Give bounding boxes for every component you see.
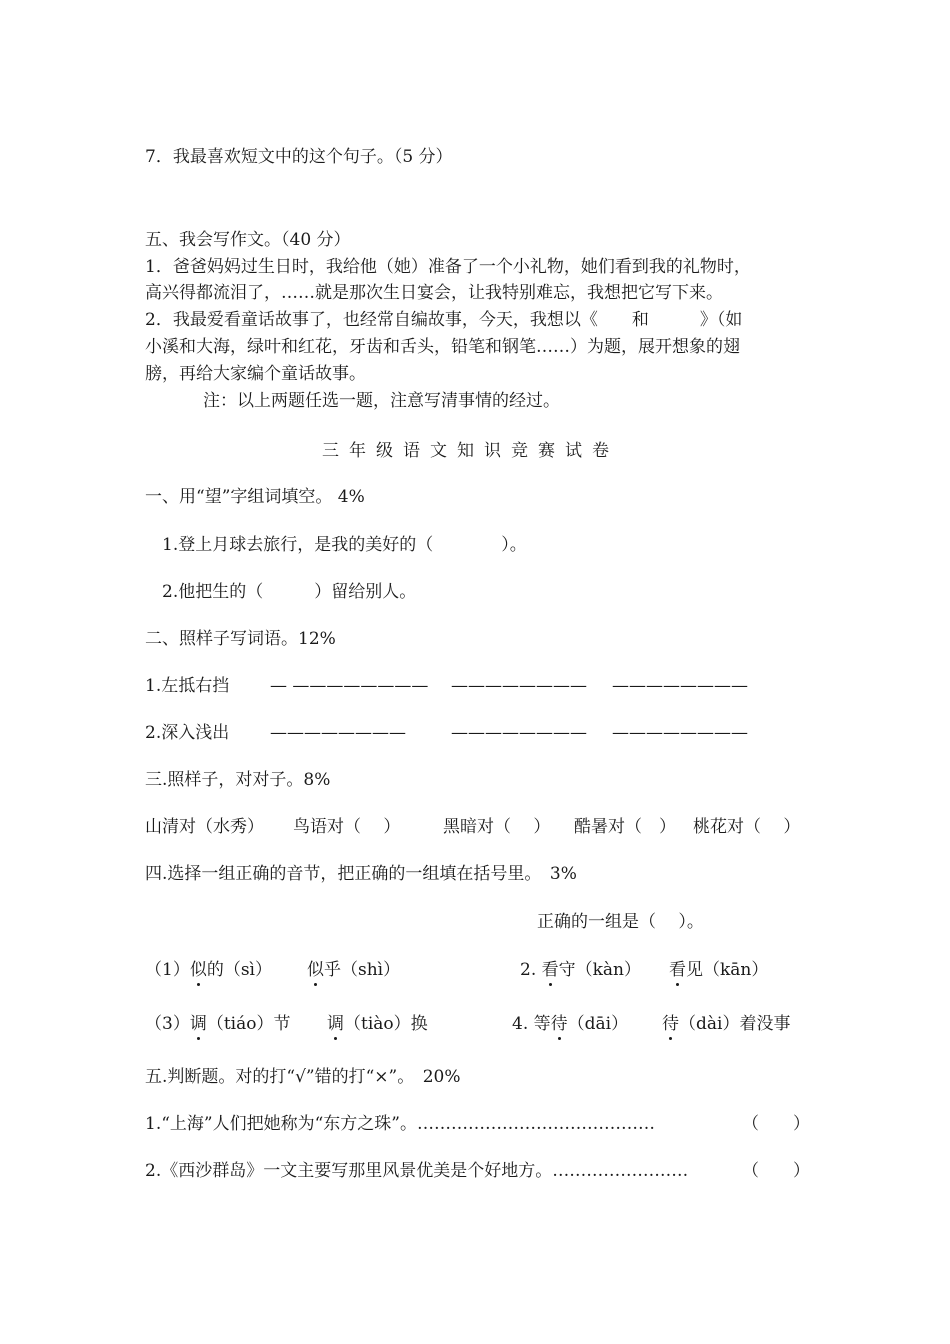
exam-title: 三年级语文知识竞赛试卷 xyxy=(322,441,619,461)
pinyin-group-3-second xyxy=(327,1013,428,1035)
pinyin-group-4-prefix: 4. 等 xyxy=(512,1014,551,1034)
pinyin-reading: 见（kān） xyxy=(686,960,769,980)
section-2-blank-2-1: ———————— xyxy=(270,723,406,743)
question-7: 7．我最喜欢短文中的这个句子。（5 分） xyxy=(145,147,453,167)
judgement-answer-2: （ ） xyxy=(742,1161,810,1181)
pinyin-group-2-prefix: 2. xyxy=(520,960,542,980)
pinyin-reading: 的（sì） xyxy=(206,960,272,980)
section-1-title: 一、用“望”字组词填空。 4% xyxy=(145,487,365,507)
section-4-title: 四.选择一组正确的音节，把正确的一组填在括号里。 3% xyxy=(145,864,577,884)
section-4-answer-blank: 正确的一组是（ ）。 xyxy=(537,912,704,932)
section-1-question-2: 2.他把生的（ ）留给别人。 xyxy=(162,582,417,602)
dotted-character: 似 xyxy=(189,960,207,980)
pinyin-group-2 xyxy=(520,959,641,981)
pinyin-group-3-prefix: （3） xyxy=(145,1014,190,1034)
section-3-title: 三.照样子，对对子。8% xyxy=(145,770,331,790)
pinyin-reading: 守（kàn） xyxy=(558,960,642,980)
section-2-blank-2-3: ———————— xyxy=(612,723,748,743)
couplet-item-3: 酷暑对（ ） xyxy=(574,817,676,837)
judgement-question-2: 2.《西沙群岛》一文主要写那里风景优美是个好地方。…………………… xyxy=(145,1161,689,1181)
composition-prompt-2-line-3: 膀，再给大家编个童话故事。 xyxy=(145,364,366,384)
pinyin-group-4 xyxy=(512,1013,628,1035)
judgement-answer-1: （ ） xyxy=(742,1114,810,1134)
section-2-blank-1-2: ———————— xyxy=(451,676,587,696)
couplet-item-4: 桃花对（ ） xyxy=(693,817,801,837)
section-five-composition-title: 五、我会写作文。（40 分） xyxy=(145,230,351,250)
pinyin-group-1 xyxy=(145,959,272,981)
composition-prompt-2-line-2: 小溪和大海，绿叶和红花，牙齿和舌头，铅笔和钢笔……）为题，展开想象的翅 xyxy=(145,337,740,357)
pinyin-reading: （tiào）换 xyxy=(344,1014,428,1034)
judgement-question-1: 1.“上海”人们把她称为“东方之珠”。…………………………………… xyxy=(145,1114,655,1134)
section-2-blank-1-1: — ———————— xyxy=(270,676,429,696)
pinyin-group-3 xyxy=(145,1013,290,1035)
pinyin-reading: 乎（shì） xyxy=(324,960,401,980)
pinyin-group-4-second xyxy=(662,1013,790,1035)
pinyin-group-1-second xyxy=(307,959,400,981)
dotted-character: 调 xyxy=(189,1014,207,1034)
couplet-example: 山清对（水秀） xyxy=(145,817,264,837)
composition-prompt-2-line-1: 2．我最爱看童话故事了，也经常自编故事，今天，我想以《 和 》（如 xyxy=(145,310,743,330)
section-2-blank-2-2: ———————— xyxy=(451,723,587,743)
dotted-character: 待 xyxy=(662,1014,679,1034)
composition-prompt-1-line-2: 高兴得都流泪了，……就是那次生日宴会，让我特别难忘，我想把它写下来。 xyxy=(145,283,723,303)
section-2-blank-1-3: ———————— xyxy=(612,676,748,696)
couplet-item-1: 鸟语对（ ） xyxy=(293,817,401,837)
pinyin-reading: （tiáo）节 xyxy=(206,1014,291,1034)
dotted-character: 待 xyxy=(550,1014,568,1034)
dotted-character: 调 xyxy=(327,1014,344,1034)
pinyin-group-1-prefix: （1） xyxy=(145,960,190,980)
couplet-item-2: 黑暗对（ ） xyxy=(443,817,551,837)
composition-prompt-1-line-1: 1．爸爸妈妈过生日时，我给他（她）准备了一个小礼物，她们看到我的礼物时， xyxy=(145,257,751,277)
section-1-question-1: 1.登上月球去旅行，是我的美好的（ ）。 xyxy=(162,535,527,555)
dotted-character: 看 xyxy=(669,960,686,980)
pinyin-group-2-second xyxy=(669,959,768,981)
dotted-character: 看 xyxy=(541,960,559,980)
section-5-title: 五.判断题。对的打“√”错的打“×”。 20% xyxy=(145,1067,461,1087)
dotted-character: 似 xyxy=(307,960,324,980)
section-2-word-1: 1.左抵右挡 xyxy=(145,676,230,696)
composition-note: 注：以上两题任选一题，注意写清事情的经过。 xyxy=(203,391,560,411)
pinyin-reading: （dài）着没事 xyxy=(679,1014,791,1034)
pinyin-reading: （dāi） xyxy=(567,1014,629,1034)
section-2-word-2: 2.深入浅出 xyxy=(145,723,230,743)
section-2-title: 二、照样子写词语。12% xyxy=(145,629,336,649)
